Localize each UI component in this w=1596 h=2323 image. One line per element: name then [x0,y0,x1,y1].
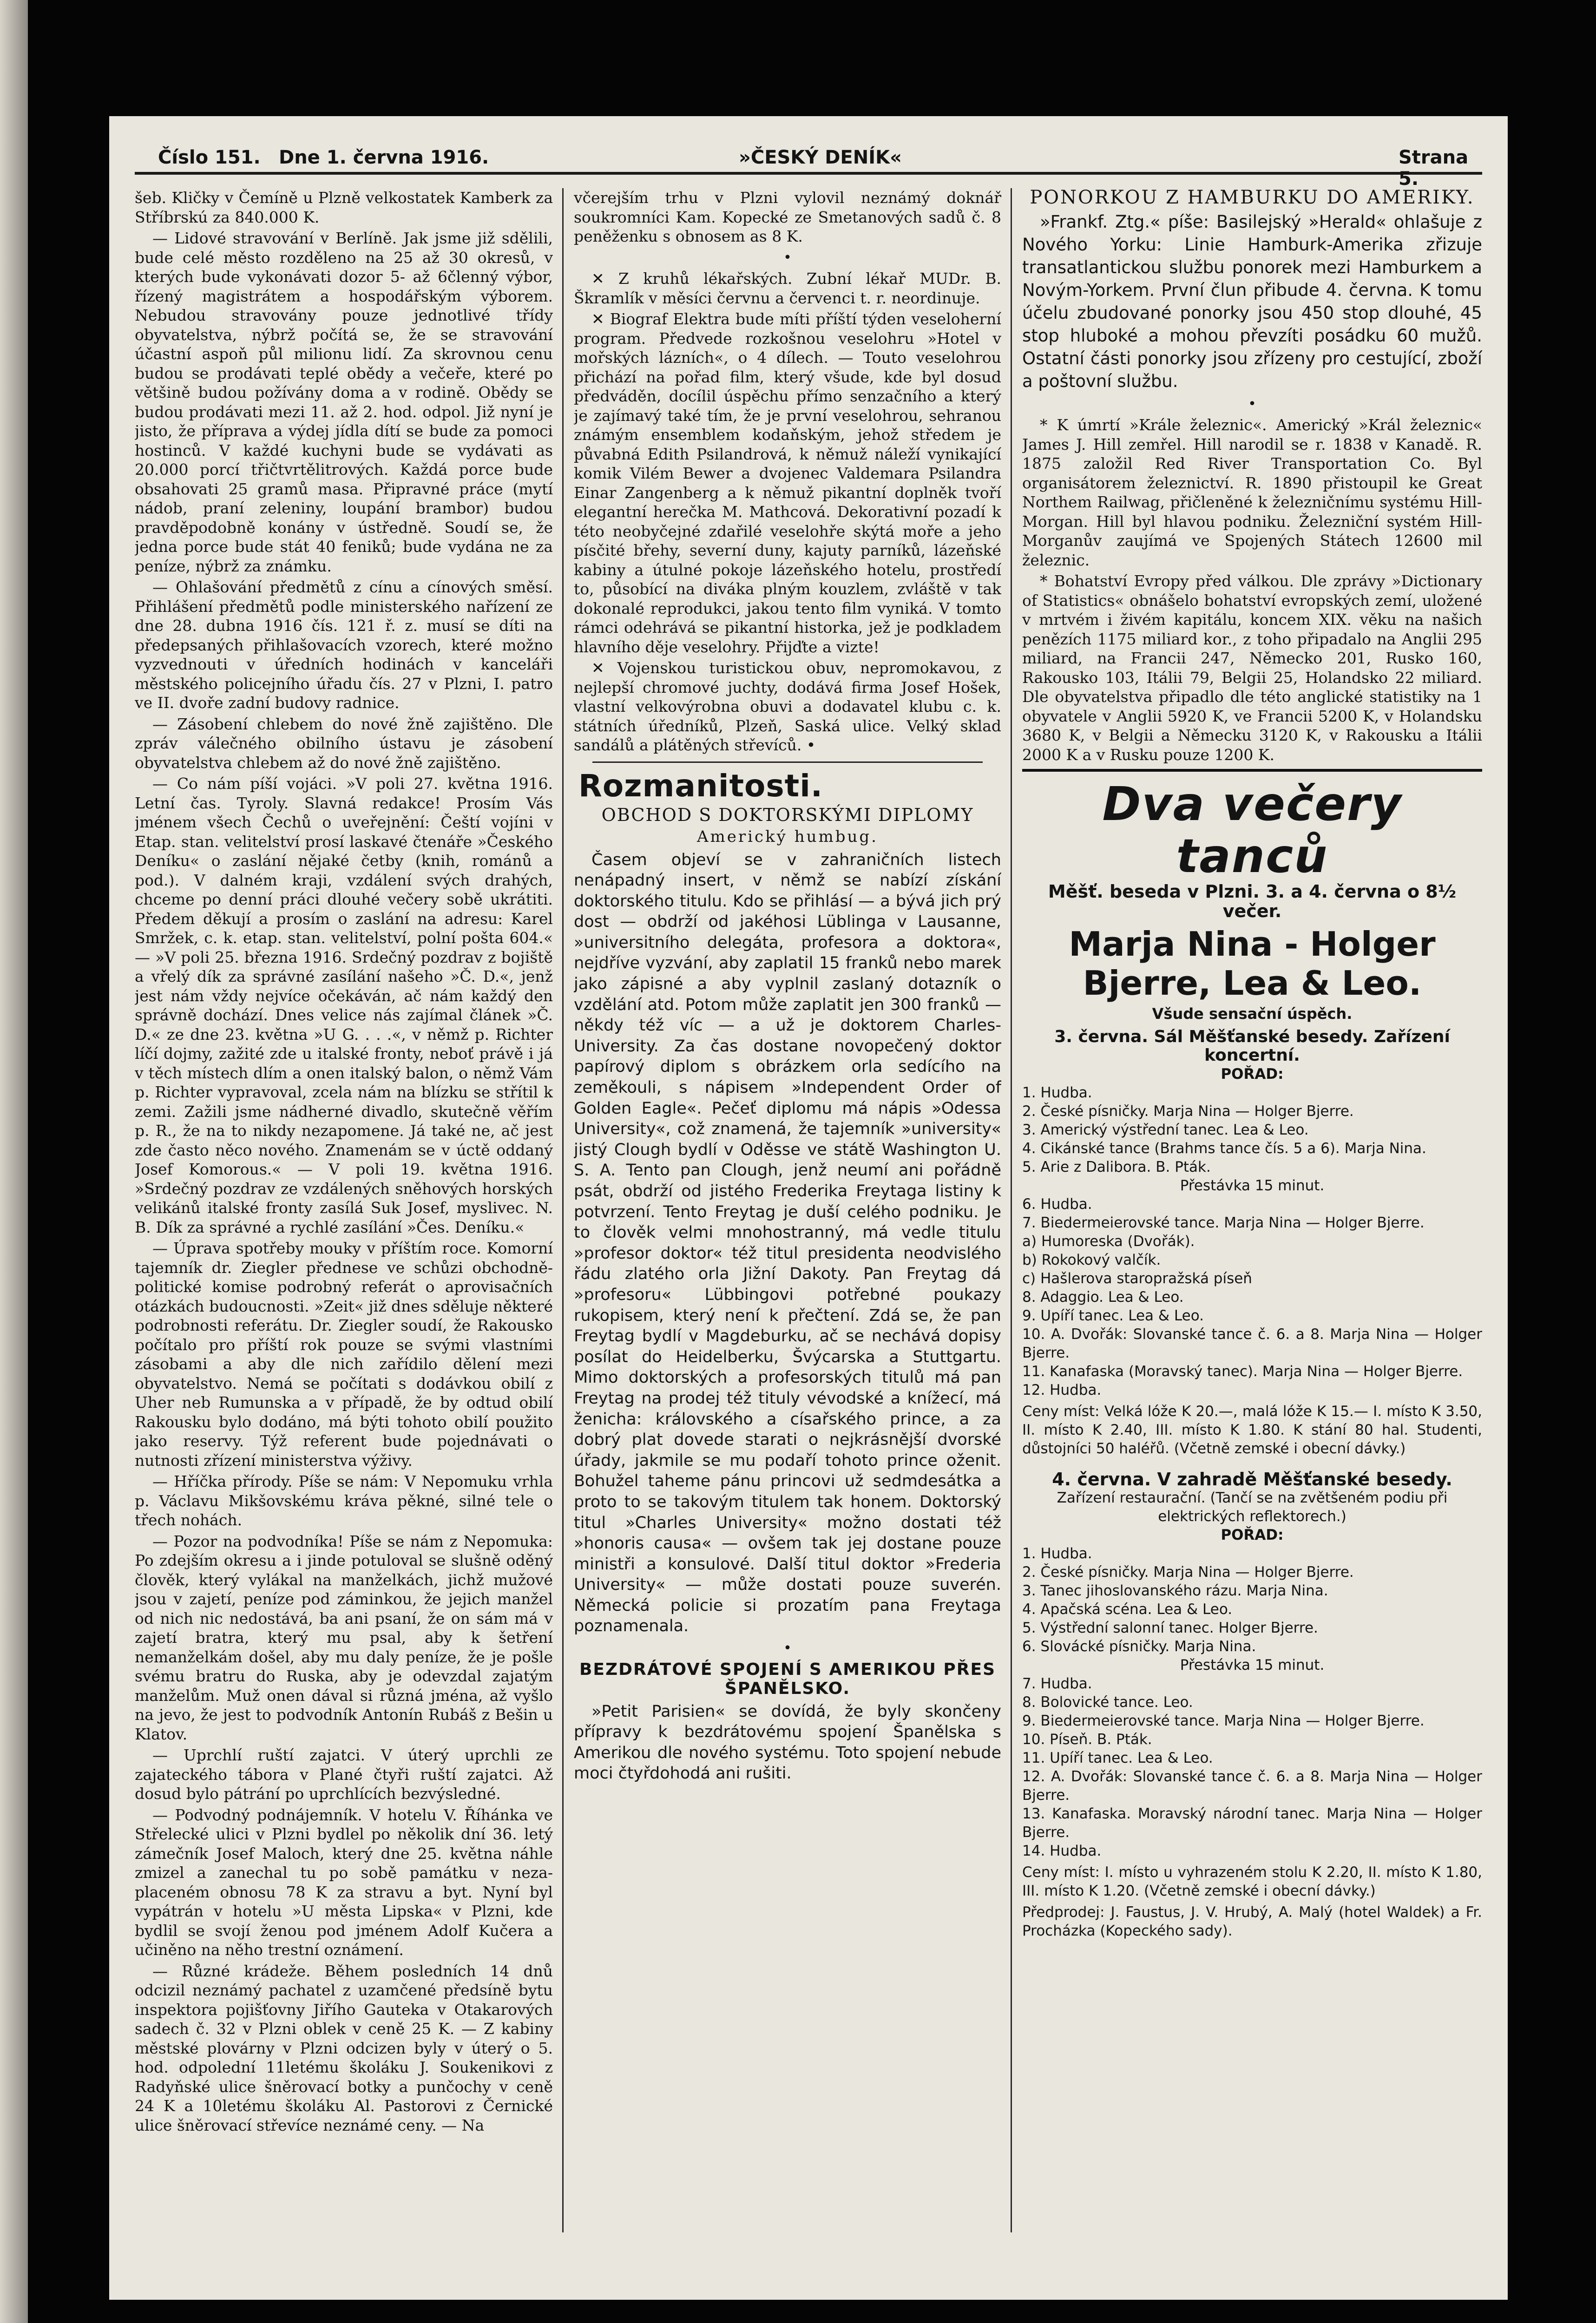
article-paragraph: — Co nám píší vojáci. »V poli 27. května 1916. Letní čas. Tyroly. Slavná redakce! Prosím Vás jménem všech Čechů o uveřejnění: Čeští vojíni v Etap. stan. velitelství prosí laskavé čtenáře »Českého Deníku« o zaslání nějaké četby (knih, románů a pod.). V dalném kraji, vzdálení svých drahých, chceme po denní práci dlouhé večery sobě ukrátiti. Předem děkují a prosím o zaslání na adresu: Karel Smržek, c. k. etap. stan. velitelství, polní pošta 604.« — »V poli 25. března 1916. Srdečný pozdrav z bojiště a vřelý dík za správné zasílání našeho »Č. D.«, jenž jest nám vždy nejvíce očekáván, ač nám každý den správně dochází. Dnes velice nás zajímal článek »Č. D.« ze dne 23. května »U G. . . .«, v němž p. Richter líčí dojmy, zažité zde u italské fronty, neboť právě i já v těch místech dlím a onen italský balon, o němž Vám p. Richter vypravoval, zcela nám na blízku se střítil k zemi. Zažili jsme nádherné divadlo, skutečně věřím p. R., že na to nikdy nezapomene. Já také ne, ač jest zde často něco nového. Znamenám se v úctě oddaný Josef Komorous.« — V poli 19. května 1916. »Srdečný pozdrav ze vzdálených sněhových horských velikánů italské fronty zasílá Suk Josef, myslivec. N. B. Dík za správné a rychlé zasílání »Čes. Deníku.« [135,774,553,1236]
program-item: 3. Tanec jihoslovanského rázu. Marja Nina. [1022,1582,1328,1599]
program-item: 11. Kanafaska (Moravský tanec). Marja Nina — Holger Bjerre. [1022,1363,1463,1380]
presale-info: Předprodej: J. Faustus, J. V. Hrubý, A. Malý (hotel Waldek) a Fr. Procházka (Kopeckého sady). [1022,1903,1482,1939]
page-number: Strana 5. [1399,147,1469,190]
program-list [1022,1544,1482,1656]
newspaper-page [109,116,1508,2300]
program-list [1022,1674,1482,1860]
intermission: Přestávka 15 minut. [1180,1656,1325,1673]
program-item: a) Humoreska (Dvořák). [1022,1233,1195,1250]
program-item: 12. Hudba. [1022,1381,1102,1398]
article-title: BEZDRÁTOVÉ SPOJENÍ S AMERIKOU PŘES ŠPANĚLSKO. [579,1660,996,1699]
article-paragraph: — Ohlašování předmětů z cínu a cínových směsí. Přihlášení předmětů podle ministerského nařízení ze dne 28. dubna 1916 čís. 121 ř. z. musí se díti na předepsaných přihlašovacích vzorech, které možno vyzvednouti v úředních hodinách v kanceláři městského policejního úřadu čís. 27 v Plzni, I. patro ve II. dvoře zadní budovy radnice. [135,578,553,712]
article-body: * K úmrtí »Krále železnic«. Americký »Král železnic« James J. Hill zemřel. Hill narodil se r. 1838 v Kanadě. R. 1875 založil Red River Transportation Co. Byl organisátorem železnictví. R. 1890 přistoupil ke Great Northem Railwag, přičleněné k železničnímu systému Hill-Morgan. Hill byl hlavou podniku. Železniční systém Hill-Morganův zaujímá ve Spojených Státech 12600 mil železnic. [1022,416,1482,569]
ticket-prices: Ceny míst: Velká lóže K 20.—, malá lóže K 15.— I. místo K 3.50, II. místo K 2.40, III. místo K 1.80. K stání 80 hal. Studenti, důstojníci 50 haléřů. (Včetně zemské i obecní dávky.) [1022,1403,1482,1457]
ad-title: Dva večery tanců [1102,777,1402,883]
program-item: 2. České písničky. Marja Nina — Holger Bjerre. [1022,1563,1354,1581]
adjacent-page-edge [0,0,28,2323]
ad-tagline: Všude sensační úspěch. [1152,1005,1353,1023]
venue-note: Zařízení restaurační. (Tančí se na zvětšeném podiu při elektrických reflektorech.) [1057,1489,1448,1525]
program-item: 7. Hudba. [1022,1675,1092,1692]
program-item: 8. Bolovické tance. Leo. [1022,1693,1193,1711]
article-paragraph: — Úprava spotřeby mouky v příštím roce. Komorní tajemník dr. Ziegler přednese ve schůzi obchodně-politické komise podrobný referát o aprovisačních otázkách budoucnosti. »Zeit« již dnes sděluje některé podrobnosti referátu. Dr. Ziegler soudí, že Rakousko počítalo pro příští rok pouze se svými vlastními zásobami a aby dle nich zařídilo dělení mezi obyvatelstvo. Nemá se počítati s dodávkou obilí z Uher neb Rumunska a v případě, že by odtud obilí Rakousku bylo dodáno, má býti tohoto obilí použito jako reservy. Týž referent bude pojednávati o nutnosti zřízení ministerstva výživy. [135,1239,553,1470]
ad-subtitle: Měšť. beseda v Plzni. 3. a 4. června o 8½ večer. [1048,881,1457,921]
ad-program [1022,1028,1482,1940]
article-paragraph: — Hříčka přírody. Píše se nám: V Nepomuku vrhla p. Václavu Mikšovskému kráva pěkné, silné tele o třech nohách. [135,1472,553,1529]
article-paragraph: včerejším trhu v Plzni vylovil neznámý doknář soukromníci Kam. Kopecké ze Smetanových sadů č. 8 peněženku s obnosem as 8 K. [574,189,1001,245]
issue-number: Číslo 151. [158,147,261,168]
program-day-heading: 3. června. Sál Měšťanské besedy. Zařízení koncertní. [1054,1027,1450,1065]
ad-performers: Marja Nina - Holger Bjerre, Lea & Leo. [1069,925,1436,1003]
article-title: PONORKOU Z HAMBURKU DO AMERIKY. [1030,188,1475,208]
separator-dot: • [783,249,792,266]
article-paragraph: ✕ Vojenskou turistickou obuv, nepromokavou, z nejlepší chromové juchty, dodává firma Josef Hošek, vlastní velkovýrobna obuvi a dodavatel klubu c. k. státních úředníků, Plzeň, Saská ulice. Velký sklad sandálů a plátěných střevíců. • [574,659,1001,754]
program-item: 10. Píseň. B. Pták. [1022,1731,1152,1748]
article-body: »Frankf. Ztg.« píše: Basilejský »Herald« ohlašuje z Nového Yorku: Linie Hamburk-Amerika zřizuje transatlantickou službu ponorek mezi Hamburkem a Novým-Yorkem. První člun přibude 4. června. K tomu účelu zbudované ponorky jsou 450 stop dlouhé, 45 stop hluboké a mohou převzíti posádku 60 mužů. Ostatní části ponorky jsou zřízeny pro cestující, zboží a poštovní službu. [1022,211,1482,391]
program-label: POŘAD: [1221,1526,1284,1543]
column-2 [574,188,1001,2251]
program-item: 5. Výstřední salonní tanec. Holger Bjerre. [1022,1619,1318,1636]
program-item: 5. Arie z Dalibora. B. Pták. [1022,1158,1211,1175]
article-paragraph: — Podvodný podnájemník. V hotelu V. Říhánka ve Střelecké ulici v Plzni bydlel po několik dní 36. letý zámečník Josef Maloch, který dne 25. května náhle zmizel a zanechal tu po sobě památku v neza-placeném obnosu 78 K za stravu a byt. Nyní byl vypátrán v hotelu »U města Lipska« v Plzni, kde bydlil se svojí ženou pod jménem Adolf Kučera a učiněno na něho trestní oznámení. [135,1805,553,1959]
program-item: 7. Biedermeierovské tance. Marja Nina — Holger Bjerre. [1022,1214,1425,1231]
program-item: 1. Hudba. [1022,1084,1092,1101]
program-item: 13. Kanafaska. Moravský národní tanec. Marja Nina — Holger Bjerre. [1022,1805,1482,1841]
program-item: 8. Adaggio. Lea & Leo. [1022,1288,1184,1306]
program-item: 11. Upíří tanec. Lea & Leo. [1022,1749,1213,1766]
separator-dot: • [783,1640,792,1657]
page-header [135,144,1482,190]
program-item: 4. Apačská scéna. Lea & Leo. [1022,1601,1233,1618]
article-paragraph: ✕ Biograf Elektra bude míti příští týden veseloherní program. Předvede rozkošnou veselohru »Hotel v mořských lázních«, o 4 dílech. — Touto veselohrou přichází na pořad film, který všude, kde byl dosud předváděn, docílil úspěchu přímo senzačního a který je zajímavý také tím, že je první veselohrou, sehranou známým ensemblem kodaňským, jehož středem je půvabná Edith Psilandrová, k němuž náleží vynikající komik Vilém Bewer a dvojenec Valdemara Psilandra Einar Zangenberg a k němuž pikantní doplněk tvoří elegantní herečka M. Mathcová. Dekorativní pozadí k této neobyčejné zdařilé veselohře skýtá moře a jeho písčité břehy, severní duny, kajuty parníků, lázeňské kabiny a útulné pokoje lázeňského hotelu, prostředí to, působící na diváka plným kouzlem, zvláště v tak dokonalé reprodukci, jakou tento film vyniká. V tomto rámci odehrává se pikantní historka, jež je podkladem hlavního děje veselohry. Přijďte a vizte! [574,310,1001,656]
column-rule [1011,188,1012,2232]
program-item: 6. Slovácké písničky. Marja Nina. [1022,1638,1256,1655]
article-body: Časem objeví se v zahraničních listech nenápadný insert, v němž se nabízí získání doktorského titulu. Kdo se přihlásí — a bývá jich prý dost — obdrží od jakéhosi Lüblinga v Lausanne, »universitního delegáta, profesora a doktora«, nejdříve vyzvání, aby zaplatil 15 franků nebo marek jako zápisné a aby vyplnil zaslaný dotazník o vzdělání atd. Potom může zaplatit jen 300 franků — někdy též víc — a už je doktorem Charles-University. Za čas dostane novopečený doktor papírový diplom s obrázkem orla sedícího na zeměkouli, s nápisem »Independent Order of Golden Eagle«. Pečeť diplomu má nápis »Odessa University«, což znamená, že tajemník »university« jistý Clough bydlí v Oděsse ve státě Washington U. S. A. Tento pan Clough, jenž neumí ani pořádně psát, obdrží od jistého Frederika Freytaga listiny k potvrzení. Tento Freytag je duší celého podniku. Je to člověk velmi mnohostranný, má vedle titulu »profesor doktor« též titul presidenta neodvislého řádu zlatého orla Jižní Dakoty. Pan Freytag dá »profesoru« Lübbingovi potřebné poukazy rukopisem, který není k přečtení. Zdá se, že pan Freytag bydlí v Magdeburku, ač se nechává dopisy posílat do Heidelberku, Švýcarska a Stuttgartu. Mimo doktorských a profesorských titulů má pan Freytag na prodej též tituly vévodské a knížecí, má ženicha: královského a císařského prince, a za dobrý plat dovede starati o nejkrásnější dvorské úřady, jakmile se mu podaří tohoto prince oženit. Bohužel taheme pánu princovi už sedmdesátka a proto to se takovým titulem tak honem. Doktorský titul »Charles University« možno dostati též »honoris causa« — ovšem tak jej dostane pouze ministři a konsulové. Další titul doktor »Frederia University« — může dostati pouze suverén. Německá policie si prozatím pana Freytaga poznamenala. [574,850,1001,1636]
ad-rule [1022,769,1482,772]
program-item: b) Rokokový valčík. [1022,1251,1161,1268]
program-item: c) Hašlerova staropražská píseň [1022,1270,1252,1287]
program-day-heading: 4. června. V zahradě Měšťanské besedy. [1052,1469,1452,1490]
issue-date: Dne 1. června 1916. [279,147,489,168]
section-title: Rozmanitosti. [578,768,823,804]
column-rule [562,188,564,2232]
article-body: »Petit Parisien« se dovídá, že byly skončeny přípravy k bezdrátovému spojení Španělska s Amerikou dle nového systému. Toto spojení nebude moci čtyřdohodá ani rušiti. [574,1702,1001,1783]
program-item: 2. České písničky. Marja Nina — Holger Bjerre. [1022,1102,1354,1120]
article-paragraph: — Lidové stravování v Berlíně. Jak jsme již sdělili, bude celé město rozděleno na 25 až 30 okresů, v kterých bude vykonávati dozor 5- až 6členný výbor, řízený magistrátem a hospodářským výborem. Nebudou stravovány pouze jednotlivé třídy obyvatelstva, nýbrž počítá se, že se stravování účastní aspoň půl milionu lidí. Za skrovnou cenu budou se prodávati teplé obědy a večeře, které po většině budou požívány doma a v rodině. Obědy se budou prodávati mezi 11. až 2. hod. odpol. Již nyní je jisto, že příprava a výdej jídla dítí se bude za pomoci hostinců. V každé kuchyni bude se vydávati as 20.000 porcí třičtvrtělitrových. Každá porce bude obsahovati 25 gramů masa. Připravné práce (mytí nádob, praní zeleniny, loupání brambor) budou pravděpodobně konány v ústředně. Soudí se, že jedna porce bude stát 40 feniků; bude vydána ne za peníze, nýbrž za známku. [135,229,553,575]
program-label: POŘAD: [1221,1065,1284,1083]
program-item: 4. Cikánské tance (Brahms tance čís. 5 a 6). Marja Nina. [1022,1140,1426,1157]
program-item: 10. A. Dvořák: Slovanské tance č. 6. a 8. Marja Nina — Holger Bjerre. [1022,1326,1482,1361]
column-1 [135,188,553,2251]
article-subtitle: Americký humbug. [697,827,878,846]
program-list [1022,1083,1482,1176]
article-paragraph: — Zásobení chlebem do nové žně zajištěno. Dle zpráv válečného obilního ústavu je zásobení obyvatelstva chlebem až do nové žně zajištěno. [135,715,553,772]
article-paragraph: šeb. Kličky v Čemíně u Plzně velkostatek Kamberk za Stříbrskú za 840.000 K. [135,189,553,226]
program-item: 9. Upíří tanec. Lea & Leo. [1022,1307,1204,1324]
intermission: Přestávka 15 minut. [1180,1177,1325,1194]
program-list [1022,1195,1482,1399]
ticket-prices: Ceny míst: I. místo u vyhrazeném stolu K 2.20, II. místo K 1.80, III. místo K 1.20. (Včetně zemské i obecní dávky.) [1022,1864,1482,1899]
article-title: OBCHOD S DOKTORSKÝMI DIPLOMY [601,804,974,825]
section-rule [592,761,983,763]
program-item: 3. Americký výstřední tanec. Lea & Leo. [1022,1121,1309,1138]
column-3 [1022,188,1482,2251]
article-paragraph: — Uprchlí ruští zajatci. V úterý uprchli ze zajateckého tábora v Plané čtyři ruští zajatci. Až dosud bylo pátrání po uprchlících bezvýsledné. [135,1746,553,1803]
program-item: 9. Biedermeierovské tance. Marja Nina — Holger Bjerre. [1022,1712,1425,1729]
article-paragraph: — Různé krádeže. Během posledních 14 dnů odcizil neznámý pachatel z uzamčené předsíně bytu inspektora pojišťovny Jiřího Gauteka v Otakarových sadech č. 32 v Plzni oblek v ceně 25 K. — Z kabiny městské plovárny v Plzni odcizen byly v úterý o 5. hod. odpolední 11letému školáku J. Soukenikovi z Radyňské ulice šněrovací botky a punčochy v ceně 24 K a 10letému školáku Al. Pastorovi z Černické ulice šněrovací střevíce neznámé ceny. — Na [135,1962,553,2134]
article-paragraph: — Pozor na podvodníka! Píše se nám z Nepomuka: Po zdejším okresu a i jinde potuloval se slušně oděný člověk, který vylákal na manželkách, jichž mužové jsou v zajetí, peníze pod záminkou, že jejich manžel od nich nic nedostává, ba ani psaní, že on sám má v zajetí bratra, který mu psal, aby k šetření nemanželkám došel, aby mu daly peníze, že je pošle svému bratru do Ruska, aby je odevzdal zajatým manželům. Muž onen dával si různá jména, až vyšlo na jevo, že jest to podvodník Antonín Rubáš z Bešin u Klatov. [135,1532,553,1743]
article-body: * Bohatství Evropy před válkou. Dle zprávy »Dictionary of Statistics« obnášelo bohatství evropských zemí, uložené v mrtvém i živém kapitálu, koncem XIX. věku na našich penězích 1175 miliard kor., z toho připadalo na Anglii 295 miliard, na Francii 247, Německo 201, Rusko 160, Rakousko 103, Itálii 79, Belgii 25, Holandsko 22 miliard. Dle obyvatelstva připadlo dle této anglické statistiky na 1 obyvatele v Anglii 5920 K, ve Francii 5200 K, v Holandsku 3680 K, v Belgii a Německu 3120 K, v Rakousku a Itálii 2000 K a v Rusku pouze 1200 K. [1022,572,1482,764]
program-item: 1. Hudba. [1022,1545,1092,1562]
program-item: 6. Hudba. [1022,1195,1092,1213]
article-paragraph: ✕ Z kruhů lékařských. Zubní lékař MUDr. B. Škramlík v měsíci červnu a červenci t. r. neordinuje. [574,269,1001,307]
program-item: 12. A. Dvořák: Slovanské tance č. 6. a 8. Marja Nina — Holger Bjerre. [1022,1768,1482,1804]
program-item: 14. Hudba. [1022,1842,1102,1859]
newspaper-title: »ČESKÝ DENÍK« [739,147,902,168]
separator-dot: • [1248,395,1256,412]
